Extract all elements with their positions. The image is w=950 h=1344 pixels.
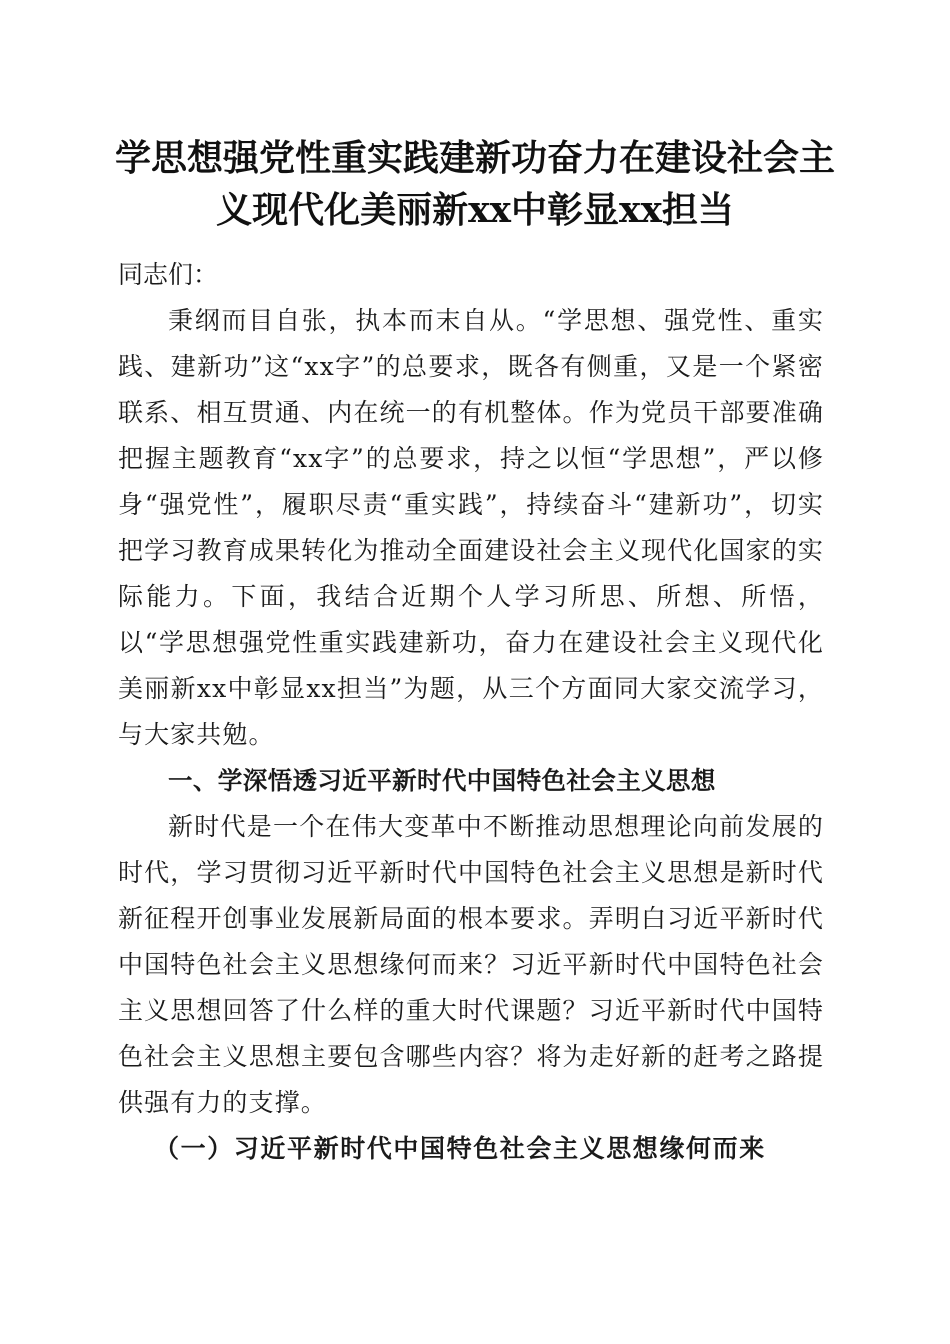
title-line-1: 学思想强党性重实践建新功奋力在建设社会主 [114,137,835,179]
salutation: 同志们： [118,260,219,289]
paragraph-section-1: 新时代是一个在伟大变革中不断推动思想理论向前发展的时代，学习贯彻习近平新时代中国特色社会主义思想是新时代新征程开创事业发展新局面的根本要求。弄明白习近平新时代中国特色社会主义思想缘何而来？习近平新时代中国特色社会主义思想回答了什么样的重大时代课题？习近平新时代中国特色社会主义思想主要包含哪些内容？将为走好新的赶考之路提供强有力的支撑。 [118,812,824,1117]
subsection-heading-1: （一）习近平新时代中国特色社会主义思想缘何而来 [154,1134,766,1163]
paragraph-intro: 秉纲而目自张，执本而末自从。“学思想、强党性、重实践、建新功”这“xx字”的总要求，既各有侧重，又是一个紧密联系、相互贯通、内在统一的有机整体。作为党员干部要准确把握主题教育“xx字”的总要求，持之以恒“学思想”，严以修身“强党性”，履职尽责“重实践”，持续奋斗“建新功”，切实把学习教育成果转化为推动全面建设社会主义现代化国家的实际能力。下面，我结合近期个人学习所思、所想、所悟，以“学思想强党性重实践建新功，奋力在建设社会主义现代化美丽新xx中彰显xx担当”为题，从三个方面同大家交流学习，与大家共勉。 [118,306,824,749]
document-title [110,132,840,236]
section-heading-1: 一、学深悟透习近平新时代中国特色社会主义思想 [168,766,716,795]
title-line-2: 义现代化美丽新xx中彰显xx担当 [216,189,734,231]
document-body [118,252,824,1172]
